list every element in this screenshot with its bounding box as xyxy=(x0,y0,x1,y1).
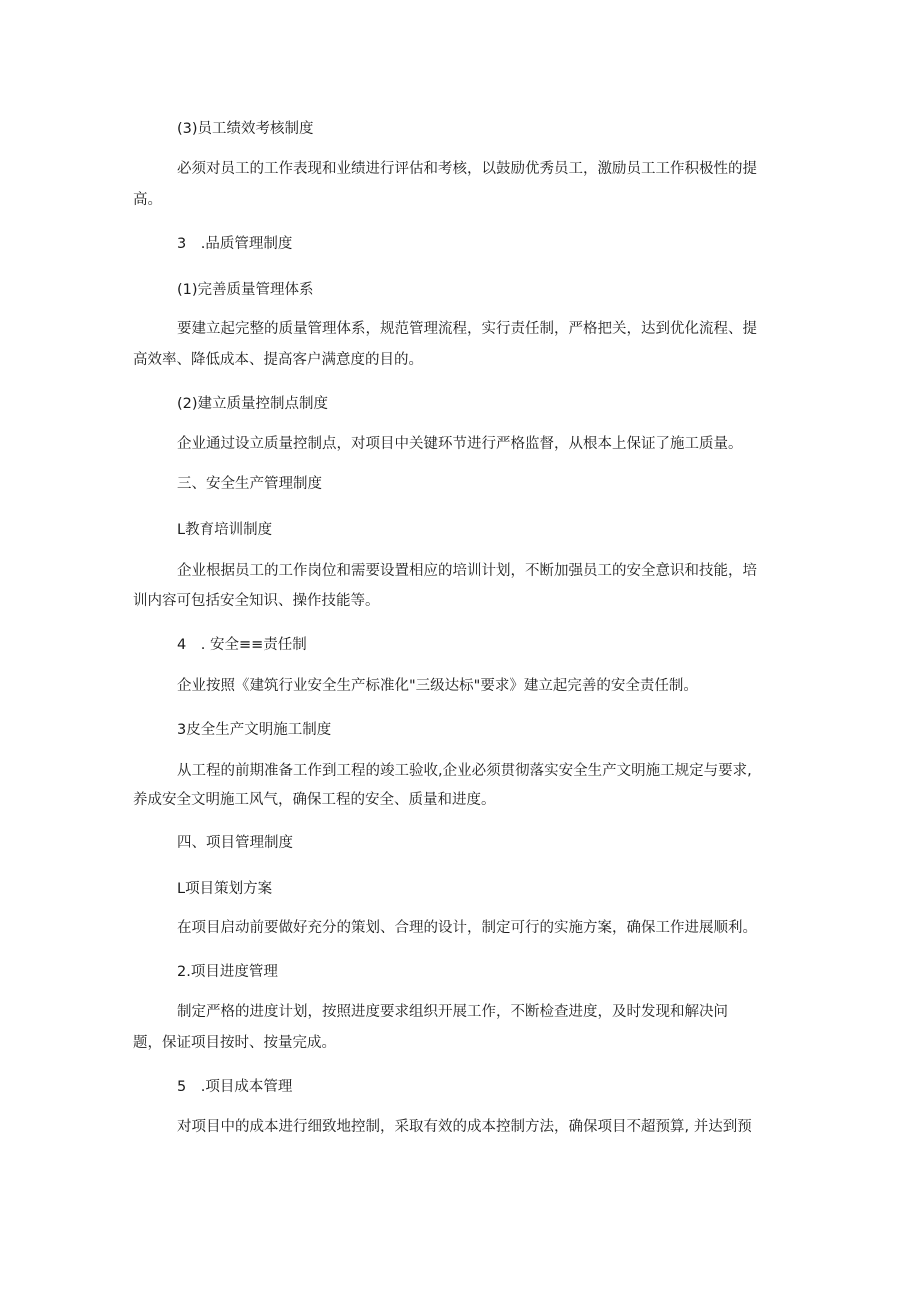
paragraph-line: 要建立起完整的质量管理体系，规范管理流程，实行责任制，严格把关，达到优化流程、提 xyxy=(177,321,757,337)
heading-civilized-construction: 3皮全生产文明施工制度 xyxy=(177,722,332,738)
heading-quality-management: 3 .品质管理制度 xyxy=(177,236,293,252)
paragraph-line: 必须对员工的工作表现和业绩进行评估和考核，以鼓励优秀员工，激励员工工作积极性的提 xyxy=(177,161,757,177)
section-heading-safety: 三、安全生产管理制度 xyxy=(177,476,322,492)
paragraph-line: 高。 xyxy=(133,192,162,208)
heading-project-cost: 5 .项目成本管理 xyxy=(177,1079,293,1095)
section-heading-project-management: 四、项目管理制度 xyxy=(177,835,293,851)
heading-project-schedule: 2.项目进度管理 xyxy=(177,964,278,980)
paragraph-line: 企业根据员工的工作岗位和需要设置相应的培训计划，不断加强员工的安全意识和技能，培 xyxy=(177,563,757,579)
paragraph-line: 在项目启动前要做好充分的策划、合理的设计，制定可行的实施方案，确保工作进展顺利。 xyxy=(177,920,757,936)
paragraph-line: 企业按照《建筑行业安全生产标准化"三级达标"要求》建立起完善的安全责任制。 xyxy=(177,678,698,694)
paragraph-line: 高效率、降低成本、提高客户满意度的目的。 xyxy=(133,352,423,368)
paragraph-line: 养成安全文明施工风气，确保工程的安全、质量和进度。 xyxy=(133,792,496,808)
paragraph-line: 对项目中的成本进行细致地控制，采取有效的成本控制方法，确保项目不超预算, 并达到预 xyxy=(177,1119,752,1135)
heading-quality-system: (1)完善质量管理体系 xyxy=(177,282,314,298)
heading-training: L教育培训制度 xyxy=(177,522,273,538)
heading-performance-review: (3)员工绩效考核制度 xyxy=(177,121,314,137)
paragraph-line: 制定严格的进度计划，按照进度要求组织开展工作，不断检查进度，及时发现和解决问 xyxy=(177,1004,728,1020)
heading-safety-responsibility: 4 . 安全≡≡责任制 xyxy=(177,637,307,653)
heading-project-planning: L项目策划方案 xyxy=(177,881,273,897)
heading-quality-control-points: (2)建立质量控制点制度 xyxy=(177,396,329,412)
paragraph-line: 题，保证项目按时、按量完成。 xyxy=(133,1035,336,1051)
paragraph-line: 训内容可包括安全知识、操作技能等。 xyxy=(133,593,380,609)
paragraph-line: 企业通过设立质量控制点，对项目中关键环节进行严格监督，从根本上保证了施工质量。 xyxy=(177,436,743,452)
paragraph-line: 从工程的前期准备工作到工程的竣工验收,企业必须贯彻落实安全生产文明施工规定与要求, xyxy=(177,763,752,779)
